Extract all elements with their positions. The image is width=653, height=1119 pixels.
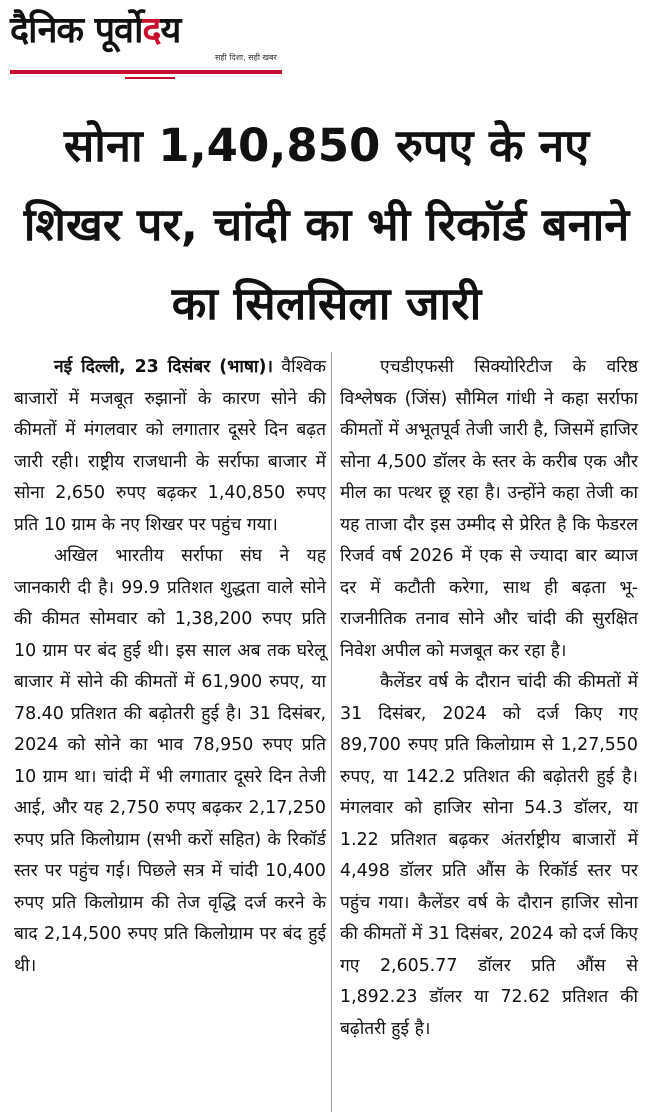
newspaper-logo xyxy=(10,8,180,54)
logo-text-accent: द xyxy=(142,10,161,51)
article-dateline: नई दिल्ली, 23 दिसंबर (भाषा)। xyxy=(54,357,273,377)
article-column-left xyxy=(14,352,326,982)
column-divider xyxy=(331,352,332,1112)
article-paragraph-1 xyxy=(14,352,326,541)
article-paragraph-3: एचडीएफसी सिक्योरिटीज के वरिष्ठ विश्लेषक (जिंस) सौमिल गांधी ने कहा सर्राफा कीमतों में अभूतपूर्व तेजी जारी है, जिसमें हाजिर सोना 4,500 डॉलर के स्तर के करीब एक और मील का पत्थर छू रहा है। उन्होंने कहा तेजी का यह ताजा दौर इस उम्मीद से प्रेरित है कि फेडरल रिजर्व वर्ष 2026 में एक से ज्यादा बार ब्याज दर में कटौती करेगा, साथ ही बढ़ता भू-राजनीतिक तनाव सोने और चांदी की सुरक्षित निवेश अपील को मजबूत कर रहा है। xyxy=(340,357,638,661)
masthead-rule xyxy=(10,70,282,74)
article-paragraph-4: कैलेंडर वर्ष के दौरान चांदी की कीमतों में 31 दिसंबर, 2024 को दर्ज किए गए 89,700 रुपए प्रति किलोग्राम से 1,27,550 रुपए, या 142.2 प्रतिशत की बढ़ोतरी हुई है। मंगलवार को हाजिर सोना 54.3 डॉलर, या 1.22 प्रतिशत बढ़कर अंतर्राष्ट्रीय बाजारों में 4,498 डॉलर प्रति औंस के रिकॉर्ड स्तर पर पहुंच गया। कैलेंडर वर्ष के दौरान हाजिर सोना की कीमतों में 31 दिसंबर, 2024 को दर्ज किए गए 2,605.77 डॉलर प्रति औंस से 1,892.23 डॉलर या 72.62 प्रतिशत की बढ़ोतरी हुई है। xyxy=(340,672,638,1039)
logo-text-main: दैनिक पूर्वो xyxy=(10,10,143,51)
masthead-rule-small xyxy=(125,77,175,79)
newspaper-masthead xyxy=(10,8,282,72)
article-column-right xyxy=(340,352,638,1045)
article-paragraph-2: अखिल भारतीय सर्राफा संघ ने यह जानकारी दी है। 99.9 प्रतिशत शुद्धता वाले सोने की कीमत सोमवार को 1,38,200 रुपए प्रति 10 ग्राम पर बंद हुई थी। इस साल अब तक घरेलू बाजार में सोने की कीमतों में 61,900 रुपए, या 78.40 प्रतिशत की बढ़ोतरी हुई है। 31 दिसंबर, 2024 को सोने का भाव 78,950 रुपए प्रति 10 ग्राम था। चांदी में भी लगातार दूसरे दिन तेजी आई, और यह 2,750 रुपए बढ़कर 2,17,250 रुपए प्रति किलोग्राम (सभी करों सहित) के रिकॉर्ड स्तर पर पहुंच गई। पिछले सत्र में चांदी 10,400 रुपए प्रति किलोग्राम की तेज वृद्धि दर्ज करने के बाद 2,14,500 रुपए प्रति किलोग्राम पर बंद हुई थी। xyxy=(14,546,326,976)
paragraph-text: वैश्विक बाजारों में मजबूत रुझानों के कारण सोने की कीमतों में मंगलवार को लगातार दूसरे दिन बढ़त जारी रही। राष्ट्रीय राजधानी के सर्राफा बाजार में सोना 2,650 रुपए बढ़कर 1,40,850 रुपए प्रति 10 ग्राम के नए शिखर पर पहुंच गया। xyxy=(14,357,326,535)
masthead-tagline: सही दिशा, सही खबर xyxy=(215,53,277,62)
article-headline: सोना 1,40,850 रुपए के नए शिखर पर, चांदी का भी रिकॉर्ड बनाने का सिलसिला जारी xyxy=(23,119,630,330)
logo-text-end: य xyxy=(160,10,181,51)
